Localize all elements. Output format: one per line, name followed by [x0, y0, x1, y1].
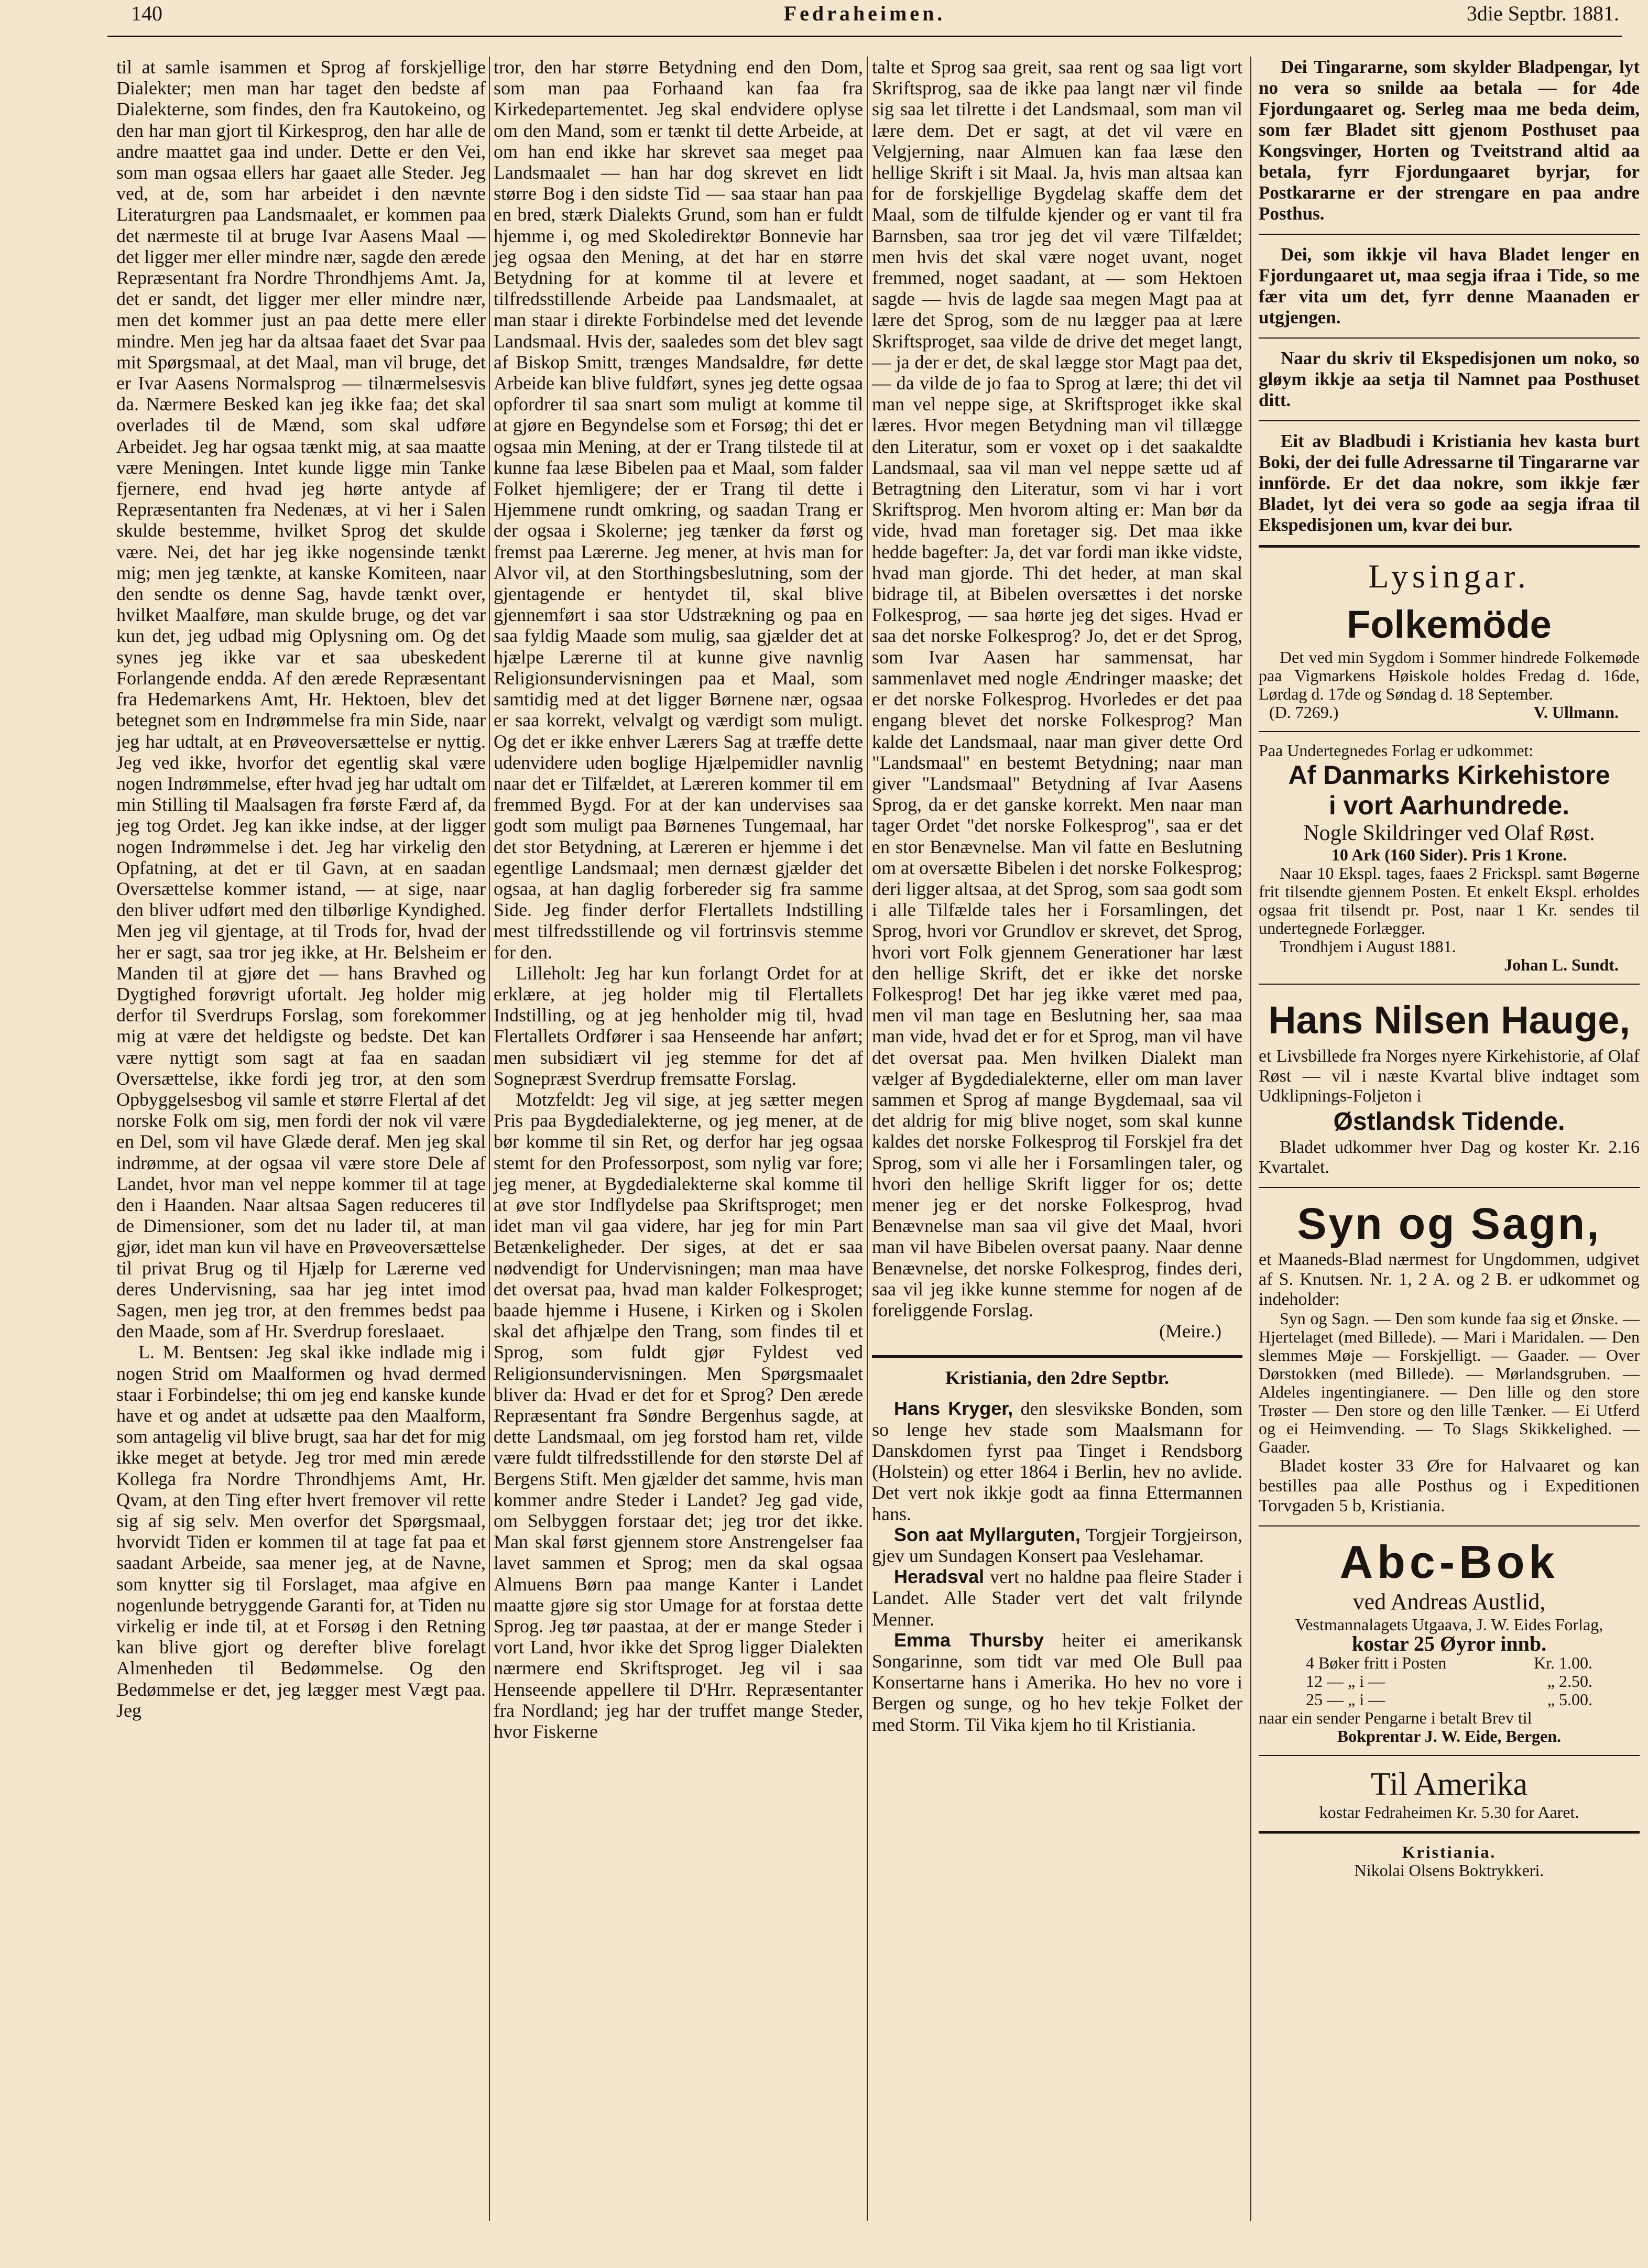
news-item-text: vert no haldne paa fleire Stader i Landet. Alle Stader vert det valt frilynde Menner.: [872, 1566, 1242, 1630]
ad-signature: [1259, 703, 1640, 722]
page-header: [107, 0, 1622, 34]
ad-title: Syn og Sagn,: [1297, 1199, 1601, 1248]
ad-place: Trondhjem i August 1881.: [1280, 937, 1456, 956]
printer-city: Kristiania.: [1402, 1842, 1497, 1861]
ad-intro: Paa Undertegnedes Forlag er udkommet:: [1259, 741, 1534, 760]
ad-subtitle: Nogle Skildringer ved Olaf Røst.: [1303, 821, 1595, 845]
news-item: [872, 1630, 1242, 1735]
ad-title: Hans Nilsen Hauge,: [1268, 998, 1630, 1042]
section-rule: [872, 1355, 1242, 1358]
news-item: [872, 1566, 1242, 1630]
ad-publisher: Vestmannalagets Utgaava, J. W. Eides Forlag,: [1295, 1615, 1603, 1634]
news-item-text: den slesvikske Bonden, som so lenge hev stade som Maalsmann for Danskdomen fyrst paa Tinget i Rendsborg (Holstein) og etter 1864 i Berlin, hev no avlide. Det vert nok ikkje godt aa finna Ettermannen hans.: [872, 1398, 1242, 1524]
ad-body: et Maaneds-Blad nærmest for Ungdommen, udgivet af S. Knutsen. Nr. 1, 2 A. og 2 B. er udkommet og indeholder:: [1259, 1250, 1640, 1309]
section-rule: [1259, 731, 1640, 732]
header-rule: [107, 36, 1622, 37]
subscriber-notice: Naar du skriv til Ekspedisjonen um noko, so gløym ikkje aa setja til Namnet paa Posthuset ditt.: [1259, 348, 1640, 410]
subscriber-notice: Eit av Bladbudi i Kristiania hev kasta burt Boki, der dei fulle Adressarne til Tingararne var innförde. Er det daa nokre, som ikkje fær Bladet, lyt dei vera so gode aa segja ifraa til Ekspedisjonen um, kvar dei bur.: [1259, 431, 1640, 535]
printer-name: Nikolai Olsens Boktrykkeri.: [1354, 1861, 1544, 1880]
subscriber-notice: Dei Tingararne, som skylder Bladpengar, lyt no vera so snilde aa betala — for 4de Fjordungaaret og. Serleg maa me beda deim, som fær Bladet sitt gjenom Posthuset paa Kongsvinger, Horten og Tveitstrand altid aa betala, fyrr Fjordungaaret byrjar, for Postkararne er der strengare en paa andre Posthus.: [1259, 57, 1640, 224]
news-item-text: heiter ei amerikansk Songarinne, som tidt var med Ole Bull paa Konsertarne hans i Amerika. Ho hev no vore i Bergen og sunge, og ho hev tekje Folket der med Storm. Til Vika kjem ho til Kristiania.: [872, 1629, 1242, 1735]
ad-body: kostar Fedraheimen Kr. 5.30 for Aaret.: [1319, 1803, 1579, 1822]
price-row: [1259, 1672, 1640, 1691]
ad-title: i vort Aarhundrede.: [1328, 791, 1570, 820]
section-rule: [1259, 234, 1640, 235]
ad-price: Bladet koster 33 Øre for Halvaaret og kan bestilles paa alle Posthus og i Expeditionen Torvgaden 5 b, Kristiania.: [1259, 1456, 1640, 1515]
ad-author: ved Andreas Austlid,: [1352, 1589, 1546, 1615]
column-divider: [489, 57, 490, 2221]
article-paragraph: L. M. Bentsen: Jeg skal ikke indlade mig i nogen Strid om Maalformen og hvad dermed staar i Forbindelse; thi om jeg end kanske kunde have et og andet at udsætte paa den Maalform, som antagelig vil blive brugt, saa har det for mig ikke meget at betyde. Jeg tror med min ærede Kollega fra Nordre Throndhjems Amt, Hr. Qvam, at den Ting efter hvert fremover vil rette sig af sig selv. Men overfor det Spørgsmaal, hvorvidt Tiden er kommen til at tage fat paa et saadant Arbeide, saa mener jeg, at de Navne, som knytter sig til Forslaget, maa afgive en nogenlunde betryggende Garanti for, at Tiden nu virkelig er inde til, at et Forsøg i den Retning kan blive gjort og derefter blive forelagt Almenheden til Bedømmelse. Og den Bedømmelse er det, jeg lægger mest Vægt paa. Jeg: [116, 1342, 486, 1721]
ad-price: 10 Ark (160 Sider). Pris 1 Krone.: [1331, 845, 1567, 864]
price-row: [1259, 1691, 1640, 1709]
price-row-price: Kr. 1.00.: [1534, 1653, 1592, 1672]
news-item: [872, 1398, 1242, 1524]
news-item-name: Heradsval: [894, 1566, 985, 1588]
article-paragraph: Motzfeldt: Jeg vil sige, at jeg sætter megen Pris paa Bygdedialekterne, og jeg mener, at de bør komme til sin Ret, og derfor har jeg ogsaa stemt for den Professorpost, som nylig var fore; jeg mener, at Bygdedialekterne skal komme til at øve stor Indflydelse paa Skriftsproget; men idet man vil gaa videre, har jeg for min Part Betænkeligheder. Der siges, at det er saa nødvendigt for Undervisningen; man maa have det oversat paa, hvad man kalder Folkesproget; baade hjemme i Husene, i Kirken og i Skolen skal det afhjælpe den Trang, som findes til et Sprog, som fuldt gjør Fyldest ved Religionsundervisningen. Men Spørgsmaalet bliver da: Hvad er det for et Sprog? Den ærede Repræsentant fra Søndre Bergenhus sagde, at dette Landsmaal, om jeg forstod ham ret, vilde være fuldt tilfredsstillende for den største Del af Bergens Stift. Men gjælder det samme, hvis man kommer andre Steder i Landet? Jeg gad vide, om Selbyggen forstaar det; jeg tror det ikke. Man skal først gjennem store Anstrengelser faa lavet sammen et Sprog; men da skal ogsaa Almuens Børn paa mange Kanter i Landet maatte gjøre sig stor Umage for at forstaa dette Sprog. Jeg tør paastaa, at der er mange Steder i vort Land, hvor ikke det Sprog ligger Dialekten nærmere end Skriftsproget. Jeg vil i saa Henseende appellere til D'Hrr. Repræsentanter fra Nordland; jeg har der truffet mange Steder, hvor Fiskerne: [494, 1088, 863, 1742]
ad-reference: (D. 7269.): [1269, 703, 1339, 722]
price-row-qty: 25 — „ i —: [1306, 1690, 1385, 1709]
ad-paper: Østlandsk Tidende.: [1333, 1108, 1565, 1136]
article-paragraph: Lilleholt: Jeg har kun forlangt Ordet for at erklære, at jeg holder mig til Flertallets Indstilling, og at jeg henholder mig til, hvad Flertallets Ordfører i saa Henseende har anført; men subsidiært vil jeg stemme for det af Sognepræst Sverdrup fremsatte Forslag.: [494, 962, 863, 1089]
section-rule: [1259, 545, 1640, 548]
column-2: [494, 57, 863, 2221]
section-rule: [1259, 1831, 1640, 1834]
section-rule: [1259, 1525, 1640, 1526]
ad-contents: Syn og Sagn. — Den som kunde faa sig et Ønske. — Hjertelaget (med Billede). — Mari i Maridalen. — Den slemmes Møje — Forskjelligt. — Gaader. — Over Dørstokken (med Billede). — Mørlandsgruben. — Aldeles ingentingianere. — Den lille og den store Trøster — Den store og den lille Tænker. — Ei Utferd og ei Heimvending. — To Slags Skikkelighed. — Gaader.: [1259, 1309, 1640, 1456]
section-rule: [1259, 420, 1640, 421]
ad-note: naar ein sender Pengarne i betalt Brev til: [1259, 1708, 1532, 1727]
article-paragraph: talte et Sprog saa greit, saa rent og saa ligt vort Skriftsprog, saa de ikke paa langt nær vil finde sig saa let tilrette i det Landsmaal, som man vil lære dem. Det er sagt, at det vil være en Velgjerning, naar Almuen kan faa læse den hellige Skrift i sit Maal. Ja, hvis man altsaa kan for de forskjellige Bygdelag skaffe dem det Maal, som de tilfulde kjender og er vant til fra Barnsben, saa tror jeg det vil være Tilfældet; men hvis det skal være noget uvant, noget fremmed, noget saadant, at — som Hektoen sagde — hvis de lagde saa megen Magt paa at lære det Sprog, som de nu lægger paa at lære Skriftsproget, saa vilde de drive det meget langt, — ja der er det, de skal lægge stor Magt paa det, — da vilde de jo faa to Sprog at lære; thi det vil man vel neppe sige, at Skriftsproget ikke skal læres. Hvor megen Betydning man vil tillægge den Literatur, som er voxet op i det saakaldte Landsmaal, saa vil man vel neppe sætte ud af Betragtning den Literatur, som vi har i vort Skriftsprog. Men hvorom alting er: Man bør da vide, hvad man foretager sig. Det maa ikke hedde bagefter: Ja, det var fordi man ikke vidste, hvad man gjorde. Thi det heder, at man skal bidrage til, at Bibelen oversættes i det norske Folkesprog, — saa hørte jeg det siges. Hvad er saa det norske Folkesprog? Jo, det er det Sprog, som Ivar Aasen har sammensat, har sammenlavet med nogle Ændringer maaske; det er det norske Folkesprog. Hvorledes er det paa engang blevet det norske Folkesprog? Man kalde det Landsmaal, naar man giver dette Ord "Landsmaal" en bestemt Betydning; naar man giver "Landsmaal" Betydning af Ivar Aasens Sprog, da er det ganske korrekt. Men naar man tager Ordet "det norske Folkesprog", saa er det en stor Benævnelse. Man vil fatte en Beslutning om at oversætte Bibelen i det norske Folkesprog; deri ligger altsaa, at det Sprog, som saa godt som i alle Tilfælde tales her i Forsamlingen, det Sprog, hvori vor Grundlov er skrevet, det Sprog, hvori vort Folk gjennem Generationer har læst den hellige Skrift, det er ikke det norske Folkesprog! Det har jeg ikke været med paa, men vil man tage en Beslutning her, saa maa man vide, hvad det er for et Sprog, man vil have det oversat paa. Men hvilken Dialekt man vælger af Bygdedialekterne, eller om man laver sammen et Sprog af mange Bygdemaal, saa vil det aldrig for mig blive noget, som skal kunne kaldes det norske Folkesprog til Forskjel fra det Sprog, som vi alle her i Forsamlingen taler, og hvori den hellige Skrift ligger for os; dette mener jeg er det norske Folkesprog, hvad Benævnelse man saa vil give det Maal, hvori man vil have Bibelen oversat paany. Naar denne Benævnelse, det norske Folkesprog, findes deri, saa vil jeg ikke kunne stemme for nogen af de foreliggende Forslag.: [872, 57, 1242, 1321]
price-row-qty: 4 Bøker fritt i Posten: [1306, 1653, 1447, 1672]
section-rule: [1259, 337, 1640, 339]
news-item-name: Emma Thursby: [894, 1629, 1044, 1651]
news-heading: Kristiania, den 2dre Septbr.: [945, 1367, 1170, 1389]
section-rule: [1259, 984, 1640, 985]
price-row-price: „ 2.50.: [1547, 1672, 1592, 1691]
ad-body: et Livsbillede fra Norges nyere Kirkehistorie, af Olaf Røst — vil i næste Kvartal blive indtaget som Udklipnings-Foljeton i: [1259, 1046, 1640, 1106]
continued-note: (Meire.): [1159, 1321, 1221, 1342]
ad-body: Naar 10 Ekspl. tages, faaes 2 Frickspl. samt Bøgerne frit tilsendte gjennem Posten. Et enkelt Ekspl. erholdes ogsaa frit tilsendt pr. Post, naar 1 Kr. sendes til undertegnede Forlægger.: [1259, 864, 1640, 937]
ad-price: kostar 25 Øyror innb.: [1351, 1632, 1547, 1655]
page-number: 140: [131, 2, 162, 25]
masthead-title: Fedraheimen.: [783, 2, 946, 25]
subscriber-notice: Dei, som ikkje vil hava Bladet lenger en Fjordungaaret ut, maa segja ifraa i Tide, so me fær vita um det, fyrr denne Maanaden er utgjengen.: [1259, 244, 1640, 328]
price-row-qty: 12 — „ i —: [1306, 1672, 1385, 1691]
issue-date: 3die Septbr. 1881.: [1466, 2, 1619, 25]
ad-body: Bladet udkommer hver Dag og koster Kr. 2.16 Kvartalet.: [1259, 1138, 1640, 1177]
column-1: [116, 57, 486, 2221]
article-paragraph: tror, den har større Betydning end den Dom, som man paa Forhaand kan faa fra Kirkedepartementet. Jeg skal endvidere oplyse om den Mand, som er tænkt til dette Arbeide, at om han end ikke har skrevet saa meget paa Landsmaalet — han har dog skrevet en lidt større Bog i den sidste Tid — saa staar han paa en bred, stærk Dialekts Grund, som han er fuldt hjemme i, og med Skoledirektør Bonnevie har jeg ogsaa den Mening, at det har en større Betydning for at komme til at levere et tilfredsstillende Arbeide paa Landsmaalet, at man staar i direkte Forbindelse med det levende Landsmaal. Hvis der, saaledes som det blev sagt af Biskop Smitt, trænges Mandsaldre, før dette Arbeide kan blive fuldført, synes jeg dette ogsaa opfordrer til saa snart som muligt at komme til at gjøre en Begyndelse som et Forsøg; thi det er ogsaa min Mening, at der er Trang tilstede til at kunne faa læse Bibelen paa et Maal, som falder Folket hjemligere; der er Trang til dette i Hjemmene rundt omkring, og saadan Trang er der ogsaa i Skolerne; jeg tænker da først og fremst paa Lærerne. Jeg mener, at hvis man for Alvor vil, at den Storthingsbeslutning, som der gjentagende er hentydet til, skal blive gjennemført i saa stor Udstrækning og paa en saa fyldig Maade som mulig, saa gjælder det at hjælpe Lærerne til at kunne give navnlig Religionsundervisningen paa et Maal, som samtidig med at det ligger Børnene nær, ogsaa er saa korrekt, velvalgt og værdigt som muligt. Og det er ikke enhver Lærers Sag at træffe dette udenvidere uden boglige Hjælpemidler navnlig naar det er Tilfældet, at Læreren kommer til em fremmed Bygd. For at der kan undervises saa godt som muligt paa Børnenes Tungemaal, har det stor Betydning, at Læreren er hjemme i det egentlige Landsmaal; men dernæst gjælder det ogsaa, at han daglig forbereder sig fra samme Side. Jeg finder derfor Flertallets Indstilling mest tilfredsstillende og vil fortrinsvis stemme for den.: [494, 57, 863, 963]
news-item-text: Torgjeir Torgjeirson, gjev um Sundagen Konsert paa Veslehamar.: [872, 1524, 1242, 1567]
ad-title: Af Danmarks Kirkehistore: [1288, 760, 1610, 790]
price-row-price: „ 5.00.: [1547, 1690, 1592, 1709]
column-4: [1259, 57, 1640, 2226]
ad-signer: Johan L. Sundt.: [1504, 955, 1619, 974]
ad-title: Til Amerika: [1370, 1767, 1528, 1802]
section-rule: [1259, 1187, 1640, 1188]
article-paragraph: til at samle isammen et Sprog af forskjellige Dialekter; men man har taget den bedste af Dialekterne, som findes, den fra Kautokeino, og den har man gjort til Kirkesprog, den har alle de andre maattet gaa ind under. Dette er den Vei, som man ogsaa ellers har gaaet alle Steder. Jeg ved, at de, som har arbeidet i den nævnte Literaturgren paa Landsmaalet, er kommen paa det nærmeste til at bruge Ivar Aasens Maal — det ligger mer eller mindre nær, sagde den ærede Repræsentant fra Nordre Throndhjems Amt. Ja, det er sandt, det ligger mer eller mindre nær, men det kommer just an paa dette mere eller mindre. Men jeg har da altsaa faaet det Svar paa mit Spørgsmaal, at det Maal, man vil bruge, det er Ivar Aasens Normalsprog — tilnærmelsesvis da. Nærmere Besked kan jeg ikke faa; det skal overlades til de Mænd, som skal udføre Arbeidet. Jeg har ogsaa tænkt mig, at saa maatte være Meningen. Intet kunde ligge min Tanke fjernere, end hvad jeg hørte antyde af Repræsentanten fra Nedenæs, at vi her i Salen skulde bestemme, hvilket Sprog det skulde være. Nei, det har jeg ikke nogensinde tænkt mig; men jeg tænkte, at kanske Komiteen, naar den sendte os denne Sag, havde tænkt over, hvilket Maalføre, man skulde bruge, og det var kun det, jeg udbad mig Oplysning om. Og det synes jeg ikke var et saa ubeskedent Forlangende endda. Af den ærede Repræsentant fra Hedemarkens Amt, Hr. Hektoen, blev det betegnet som en Indrømmelse fra min Side, naar jeg har udtalt, at en Prøveoversættelse er nyttig. Jeg ved ikke, hvorfor det egentlig skal være nogen Indrømmelse, efter hvad jeg har udtalt om min Stilling til Maalsagen fra første Færd af, da jeg tog Ordet. Jeg kan ikke indse, at der ligger nogen Indrømmelse i det. Jeg har virkelig den Opfatning, at det er til Gavn, at en saadan Oversættelse kommer istand, — at sige, naar den bliver udført med den tilbørlige Kyndighed. Men jeg vil gjentage, at til Trods for, hvad der her er sagt, saa tror jeg ikke, at Hr. Belsheim er Manden til at gjøre det — hans Bravhed og Dygtighed forøvrigt ufortalt. Jeg holder mig derfor til Sverdrups Forslag, som forekommer mig at være det heldigste og bedste. Det kan være nyttigt som sagt at faa en saadan Oversættelse, ikke fordi jeg tror, at den som Opbyggelsesbog vil samle et større Flertal af det norske Folk om sig, men fordi der nok vil være en Del, som vil have Glæde deraf. Men jeg skal indrømme, at der ogsaa vil være store Dele af Landet, hvor man vel neppe kommer til at tage den i Haanden. Naar altsaa Sagen reduceres til de Dimensioner, som det nu lader til, at man gjør, idet man kun vil have en Prøveoversættelse til privat Brug og til Hjælp for Lærerne ved deres Undervisning, saa har jeg intet imod Sagen, men jeg tror, at den fremmes bedst paa den Maade, som af Hr. Sverdrup foreslaaet.: [116, 57, 486, 1342]
ad-body: Det ved min Sygdom i Sommer hindrede Folkemøde paa Vigmarkens Høiskole holdes Fredag d. 16de, Lørdag d. 17de og Søndag d. 18 September.: [1259, 648, 1640, 703]
ad-signer: V. Ullmann.: [1533, 703, 1619, 722]
column-3: [872, 57, 1242, 2221]
ad-title: Folkemöde: [1347, 603, 1552, 646]
column-divider: [1250, 57, 1251, 2221]
price-row: [1259, 1654, 1640, 1672]
ad-title: Abc-Bok: [1339, 1536, 1559, 1588]
section-rule: [1259, 1755, 1640, 1756]
column-divider: [867, 57, 868, 2221]
ad-seller: Bokprentar J. W. Eide, Bergen.: [1337, 1727, 1562, 1746]
news-item-name: Hans Kryger,: [894, 1397, 1013, 1419]
news-item-name: Son aat Myllarguten,: [894, 1523, 1081, 1545]
advertisements-heading: Lysingar.: [1368, 558, 1530, 595]
news-item: [872, 1524, 1242, 1566]
